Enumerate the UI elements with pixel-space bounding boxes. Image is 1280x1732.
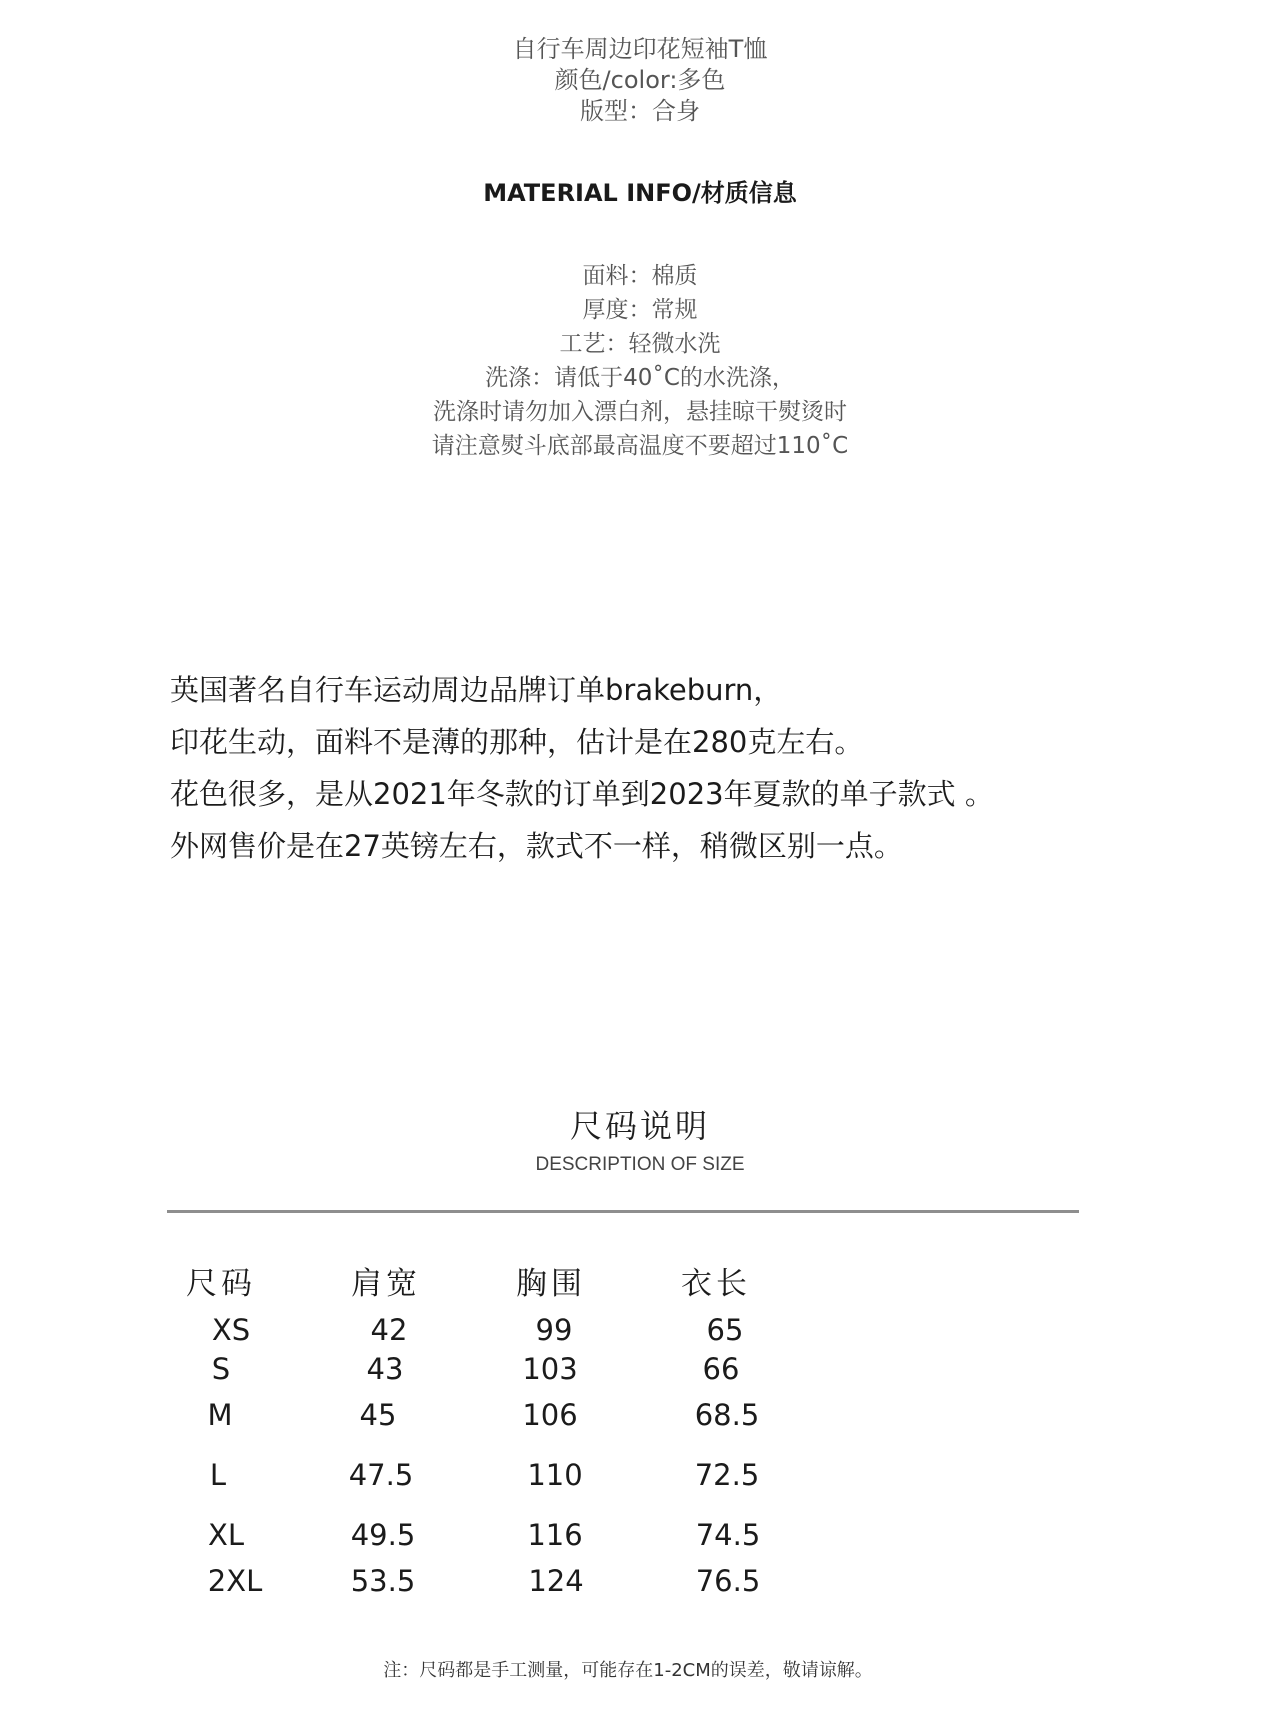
material-fabric: 面料：棉质 bbox=[582, 263, 698, 289]
table-cell-shoulder: 45 bbox=[359, 1398, 397, 1432]
table-cell-shoulder: 43 bbox=[366, 1352, 404, 1386]
table-cell-length: 65 bbox=[706, 1313, 744, 1347]
description-line: 花色很多，是从2021年冬款的订单到2023年夏款的单子款式 。 bbox=[170, 777, 994, 811]
product-color: 颜色/color:多色 bbox=[554, 66, 726, 94]
table-cell-chest: 116 bbox=[527, 1518, 583, 1552]
description-line: 外网售价是在27英镑左右，款式不一样，稍微区别一点。 bbox=[170, 829, 903, 863]
description-line: 英国著名自行车运动周边品牌订单brakeburn， bbox=[170, 673, 783, 707]
size-chart-note: 注：尺码都是手工测量，可能存在1-2CM的误差，敬请谅解。 bbox=[383, 1660, 873, 1681]
table-cell-length: 68.5 bbox=[694, 1398, 760, 1432]
table-cell-size: L bbox=[209, 1458, 227, 1492]
header-size: 尺码 bbox=[186, 1266, 256, 1302]
table-cell-chest: 99 bbox=[535, 1313, 573, 1347]
table-cell-chest: 110 bbox=[527, 1458, 583, 1492]
material-thickness: 厚度：常规 bbox=[582, 297, 698, 323]
product-info bbox=[0, 34, 1280, 127]
table-cell-length: 76.5 bbox=[695, 1564, 761, 1598]
header-length: 衣长 bbox=[681, 1266, 751, 1302]
description-line: 印花生动，面料不是薄的那种，估计是在280克左右。 bbox=[170, 725, 864, 759]
product-description bbox=[170, 664, 1210, 872]
material-info bbox=[0, 259, 1280, 463]
material-title: MATERIAL INFO/材质信息 bbox=[483, 179, 797, 207]
table-cell-size: S bbox=[211, 1352, 231, 1386]
table-cell-length: 66 bbox=[702, 1352, 740, 1386]
table-cell-size: M bbox=[207, 1398, 233, 1432]
table-cell-shoulder: 42 bbox=[370, 1313, 408, 1347]
header-shoulder: 肩宽 bbox=[351, 1266, 421, 1302]
material-washing: 洗涤：请低于40˚C的水洗涤， bbox=[485, 365, 795, 391]
table-cell-size: XL bbox=[207, 1518, 245, 1552]
product-fit: 版型：合身 bbox=[580, 97, 700, 125]
header-chest: 胸围 bbox=[516, 1266, 586, 1302]
material-process: 工艺：轻微水洗 bbox=[559, 331, 721, 357]
table-cell-size: XS bbox=[211, 1313, 251, 1347]
table-cell-length: 74.5 bbox=[695, 1518, 761, 1552]
table-cell-chest: 124 bbox=[528, 1564, 584, 1598]
table-cell-size: 2XL bbox=[207, 1564, 263, 1598]
table-cell-shoulder: 47.5 bbox=[348, 1458, 414, 1492]
table-cell-shoulder: 53.5 bbox=[350, 1564, 416, 1598]
size-chart-title: 尺码说明 bbox=[569, 1107, 710, 1145]
size-chart-subtitle: DESCRIPTION OF SIZE bbox=[535, 1154, 745, 1175]
material-ironing-note: 请注意熨斗底部最高温度不要超过110˚C bbox=[431, 433, 849, 459]
table-cell-shoulder: 49.5 bbox=[350, 1518, 416, 1552]
table-cell-length: 72.5 bbox=[694, 1458, 760, 1492]
product-name: 自行车周边印花短袖T恤 bbox=[512, 35, 768, 63]
table-cell-chest: 103 bbox=[522, 1352, 578, 1386]
table-cell-chest: 106 bbox=[522, 1398, 578, 1432]
size-chart-divider bbox=[167, 1210, 1079, 1213]
material-washing-note: 洗涤时请勿加入漂白剂，悬挂晾干熨烫时 bbox=[433, 399, 847, 425]
